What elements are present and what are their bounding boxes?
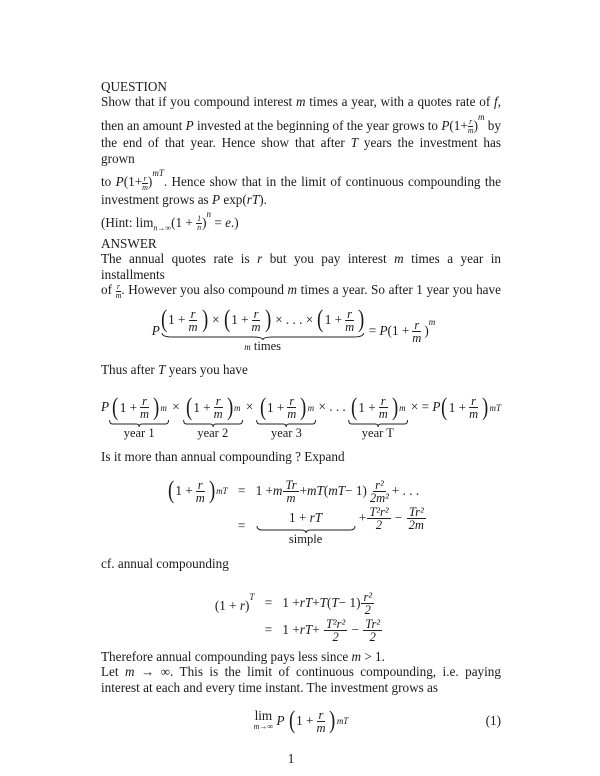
interest-text: interest at each and every time instant. The investment grows as [101, 679, 439, 695]
answer-heading: ANSWER [101, 236, 157, 252]
equation-annual: $(1 + r)^T$ = 1 + rT + T ( T − 1) $\frac{\text{r²}}{2}$ = 1 + rT + $\frac{\text{T²r²}}{2}$ − $\frac{\text{Tr²}}{2}$ [214, 589, 381, 644]
equation-T-years: P ( 1 + $\frac{r}{m}$ ) m year 1 × ( 1 + $\frac{r}{m}$ ) m year 2 × ( 1 + $\frac{r}{m}$ ) m year 3 × . . . ( 1 + $\frac{r}{m}$ ) m year T × = P ( 1 + $\frac{r}{m}$ ) mT [101, 393, 501, 441]
question-heading: QUESTION [101, 79, 167, 94]
hint: (Hint: $\lim_{n\to\infty}(1$ + $\frac{1}{n}$ )$^n$ = e.) [101, 208, 239, 233]
page-number: 1 [287, 751, 295, 767]
equation-limit: lim m→∞ P ( 1 + $\frac{r}{m}$ ) mT (1) [253, 707, 501, 735]
equation-expansion: ( 1 + $\frac{r}{m}$ ) mT = 1 + m $\frac{Tr}{m}$ + mT ( mT − 1) $\frac{\text{r²}}{\text{2m²}}$ + . . . = 1 + rT simple + $\frac{\text{T²r²}}{2}$ − $\frac{\text{Tr²}}{2m}$ [168, 477, 424, 546]
therefore-text: Therefore annual compounding pays less since m > 1. [101, 648, 385, 664]
let-text: Let m → ∞. This is the limit of continuous compounding, i.e. paying [101, 664, 501, 680]
answer-text: The annual quotes rate is r but you pay interest m times a year in installments of $\frac{r}{m}$ . However you also compound m times a year. So after 1 year you have [101, 251, 501, 300]
document-page: QUESTION Show that if you compound interest m times a year, with a quotes rate of f, then an amount P invested at the beginning of the year grows to P(1+ $\frac{r}{m}$ )$^m$ by the end of that year. Hence show that after T years the investment has grown to P(1+ $\frac{r}{m}$ )$^{mT}$. Hence show that in the limit of continuous compounding the investment grows as P exp(rT). (Hint: $\lim_{n\to\infty}(1$ + $\frac{1}{n}$ )$^n$ = e.) ANSWER The annual quotes rate is r but you pay interest m times a year in installments of $\frac{r}{m}$ . However you also compound m times a year. So after 1 year you have P ( 1 + $\frac{r}{m}$ ) × ( 1 + $\frac{r}{m}$ ) × . . . × ( 1 + $\frac{r}{m}$ ) m times = P(1 + $\frac{r}{m}$ )$^m$ Thus after T years you have P ( 1 + $\frac{r}{m}$ ) m year 1 × ( 1 + $\frac{r}{m}$ ) m year 2 × ( 1 + $\frac{r}{m}$ ) m year 3 × . . . ( 1 + $\frac{r}{m}$ ) m year T × = P ( 1 + $\frac{r}{m}$ ) mT Is it more than annual compounding ? Expand ( 1 + $\frac{r}{m}$ ) mT = 1 + m $\frac{Tr}{m}$ + mT ( mT − 1) $\frac{\text{r²}}{\text{2m²}}$ + . . . = 1 + rT simple + $\frac{\text{T²r²}}{2}$ − $\frac{\text{Tr²}}{2m}$ cf. annual compounding $(1 + r)^T$ = 1 + rT + T ( T − 1) $\frac{\text{r²}}{2}$ = 1 + rT + $\frac{\text{T²r²}}{2}$ − $\frac{\text{Tr²}}{2}$ Therefore annual compounding pays less since m > 1. Let m → ∞. This is the limit of continuous compounding, i.e. paying interest at each and every time instant. The investment grows as lim m→∞ P ( 1 + $\frac{r}{m}$ ) mT (1) 1 [101, 79, 501, 767]
question-text: Show that if you compound interest m times a year, with a quotes rate of f, then an amount P invested at the beginning of the year grows to P(1+ $\frac{r}{m}$ )$^m$ by the end of that year. Hence show that after T years the investment has grown to P(1+ $\frac{r}{m}$ )$^{mT}$. Hence show that in the limit of continuous compounding the investment grows as P exp(rT). (Hint: $\lim_{n\to\infty}(1$ + $\frac{1}{n}$ )$^n$ = e.) [101, 94, 501, 236]
equation-number: (1) [485, 713, 501, 729]
equation-one-year: P ( 1 + $\frac{r}{m}$ ) × ( 1 + $\frac{r}{m}$ ) × . . . × ( 1 + $\frac{r}{m}$ ) m times = P(1 + $\frac{r}{m}$ )$^m$ [151, 306, 436, 353]
expand-text: Is it more than annual compounding ? Expand [101, 449, 345, 465]
m-times-label: m times [244, 338, 281, 353]
cf-text: cf. annual compounding [101, 555, 229, 571]
